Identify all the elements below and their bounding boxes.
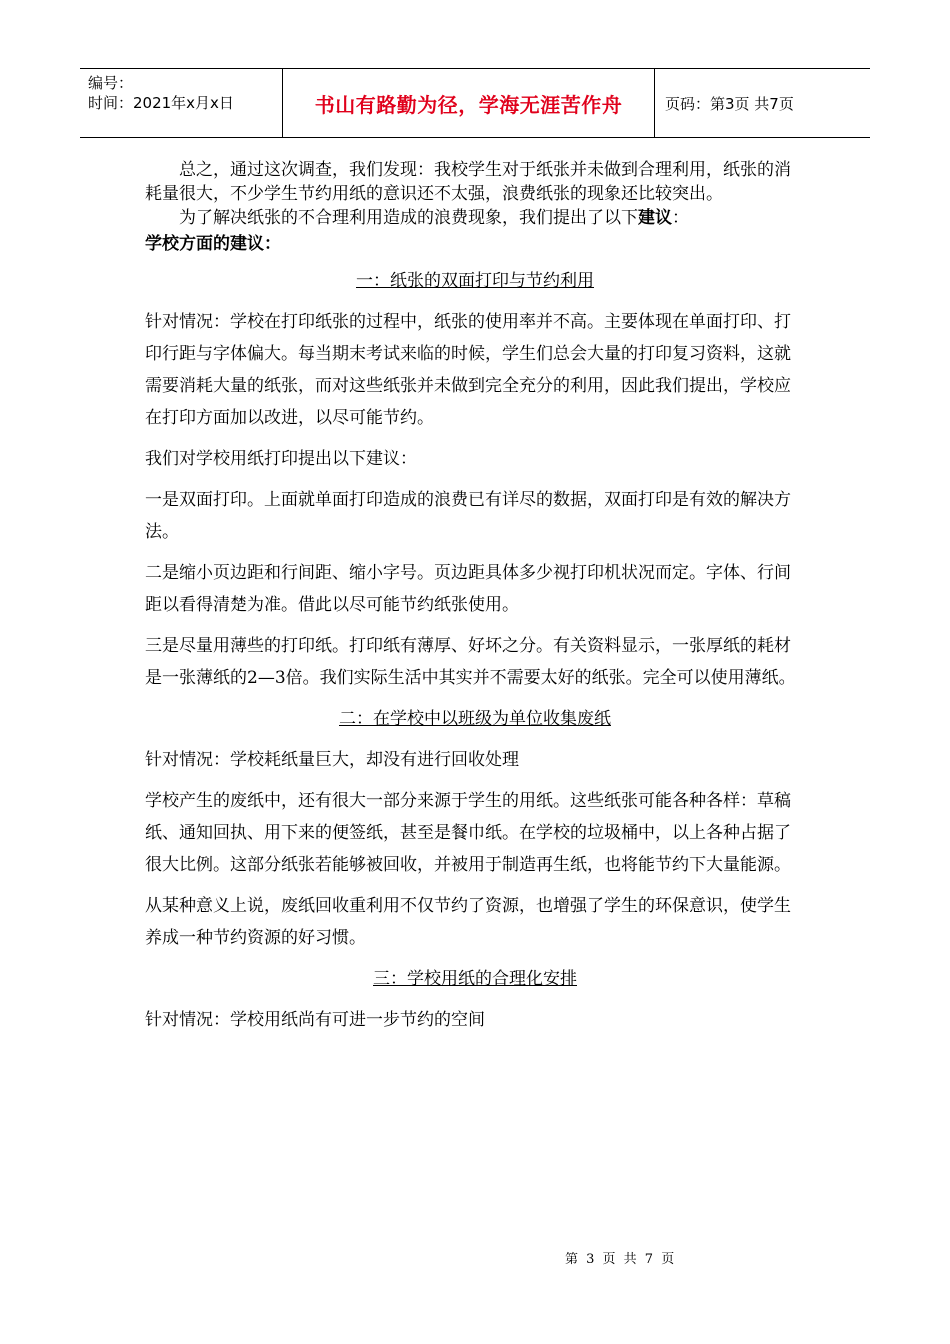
section3-title: 三：学校用纸的合理化安排 (373, 969, 577, 989)
section1-paragraph: 我们对学校用纸打印提出以下建议： (145, 449, 417, 469)
proposal-paragraph (145, 206, 805, 230)
section2-paragraph: 针对情况：学校耗纸量巨大，却没有进行回收处理 (145, 750, 519, 770)
header-motto: 书山有路勤为径，学海无涯苦作舟 (283, 69, 655, 137)
number-label: 编号： (88, 74, 134, 92)
section2-paragraph: 学校产生的废纸中，还有很大一部分来源于学生的用纸。这些纸张可能各种各样：草稿纸、通知回执、用下来的便签纸，甚至是餐巾纸。在学校的垃圾桶中，以上各种占据了很大比例。这部分纸张若能够被回收，并被用于制造再生纸，也将能节约下大量能源。 (145, 791, 791, 875)
proposal-prefix: 为了解决纸张的不合理利用造成的浪费现象，我们提出了以下 (179, 208, 638, 228)
time-label: 时间：2021年x月x日 (88, 94, 234, 112)
section2-paragraph: 从某种意义上说，废纸回收重利用不仅节约了资源，也增强了学生的环保意识，使学生养成一种节约资源的好习惯。 (145, 896, 791, 948)
section1-paragraph: 三是尽量用薄些的打印纸。打印纸有薄厚、好坏之分。有关资料显示，一张厚纸的耗材是一张薄纸的2—3倍。我们实际生活中其实并不需要太好的纸张。完全可以使用薄纸。 (145, 636, 796, 688)
proposal-bold: 建议 (638, 208, 672, 228)
header-page-info: 页码：第3页 共7页 (665, 94, 794, 113)
header-meta (80, 69, 283, 137)
summary-paragraph: 总之，通过这次调查，我们发现：我校学生对于纸张并未做到合理利用，纸张的消耗量很大，不少学生节约用纸的意识还不太强，浪费纸张的现象还比较突出。 (145, 160, 791, 204)
document-body (145, 158, 805, 1045)
section1-paragraph: 二是缩小页边距和行间距、缩小字号。页边距具体多少视打印机状况而定。字体、行间距以看得清楚为准。借此以尽可能节约纸张使用。 (145, 563, 791, 615)
section1-paragraph: 针对情况：学校在打印纸张的过程中，纸张的使用率并不高。主要体现在单面打印、打印行距与字体偏大。每当期末考试来临的时候，学生们总会大量的打印复习资料，这就需要消耗大量的纸张，而对这些纸张并未做到完全充分的利用，因此我们提出，学校应在打印方面加以改进，以尽可能节约。 (145, 312, 791, 428)
section2-title: 二：在学校中以班级为单位收集废纸 (339, 709, 611, 729)
proposal-suffix: ： (672, 208, 689, 228)
school-heading: 学校方面的建议： (145, 234, 281, 254)
section1-paragraph: 一是双面打印。上面就单面打印造成的浪费已有详尽的数据，双面打印是有效的解决方法。 (145, 490, 791, 542)
section3-paragraph: 针对情况：学校用纸尚有可进一步节约的空间 (145, 1010, 485, 1030)
footer-page-number: 第 3 页 共 7 页 (565, 1252, 677, 1267)
document-header (80, 68, 870, 138)
section1-title: 一：纸张的双面打印与节约利用 (356, 271, 594, 291)
